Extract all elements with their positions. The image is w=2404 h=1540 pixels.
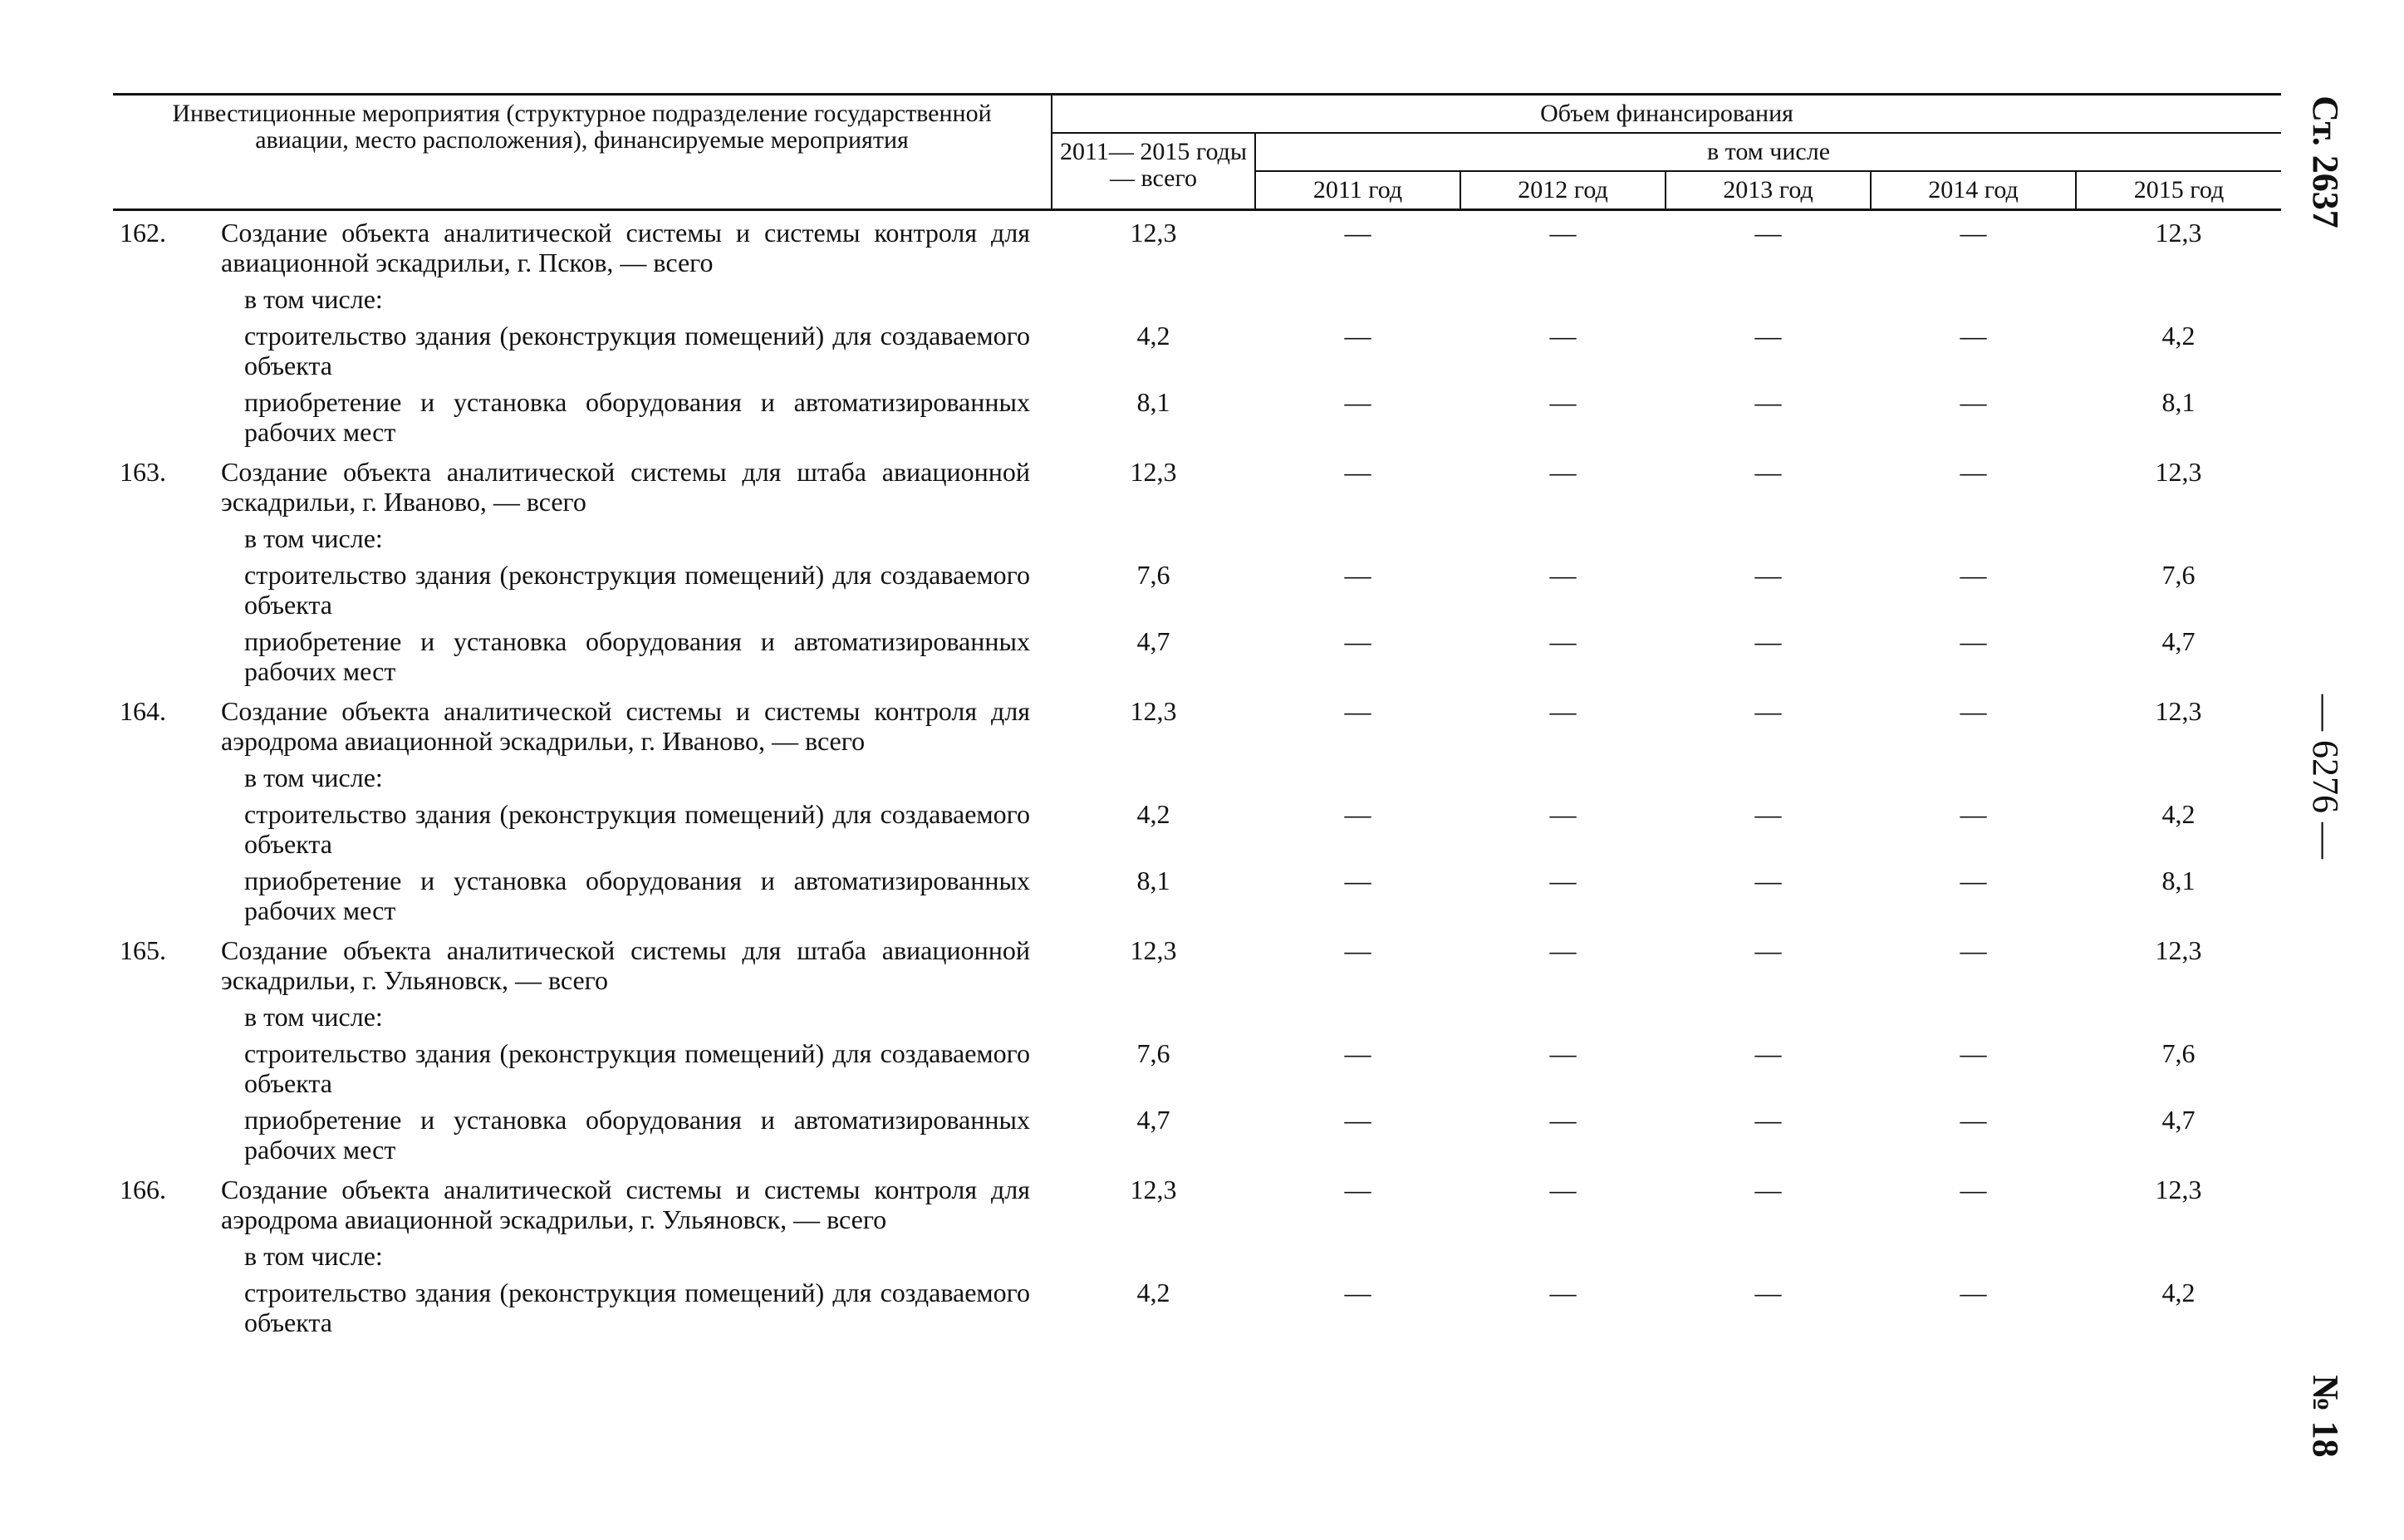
- value-total: [1052, 1238, 1255, 1274]
- table-row-item: [113, 210, 2281, 282]
- value-year: —: [1344, 1105, 1371, 1135]
- article-label: Ст. 2637: [2305, 96, 2347, 228]
- value-total: 12,3: [1130, 457, 1177, 487]
- value-year: 12,3: [2155, 218, 2202, 248]
- item-number: 162.: [120, 218, 166, 248]
- value-year: —: [1754, 935, 1782, 965]
- value-year: 8,1: [2161, 866, 2195, 895]
- subitem-text: приобретение и установка оборудования и автоматизированных рабочих мест: [244, 387, 1030, 447]
- including-label: в том числе:: [244, 523, 383, 553]
- table-row-item: [113, 1168, 2281, 1238]
- subitem-text: приобретение и установка оборудования и автоматизированных рабочих мест: [244, 866, 1030, 925]
- value-year: —: [1344, 1278, 1371, 1307]
- value-year: —: [1344, 935, 1371, 965]
- row-description: [113, 1101, 1052, 1168]
- value-year: [1255, 1238, 1460, 1274]
- value-year: [2076, 520, 2281, 557]
- row-description: [113, 1274, 1052, 1341]
- value-year: —: [1960, 696, 1987, 726]
- value-year: [1255, 759, 1460, 796]
- item-number: 166.: [120, 1175, 166, 1204]
- table-row-subitem: [113, 623, 2281, 689]
- value-year: —: [1960, 1278, 1987, 1307]
- row-description: [113, 557, 1052, 623]
- value-year: [1460, 998, 1666, 1035]
- row-description: [113, 689, 1052, 759]
- value-year: [1255, 281, 1460, 317]
- table-row-subitem: [113, 1035, 2281, 1101]
- value-total: 12,3: [1130, 1175, 1177, 1204]
- row-description: [113, 384, 1052, 450]
- value-year: —: [1754, 1038, 1782, 1068]
- value-year: —: [1549, 696, 1577, 726]
- value-total: [1052, 520, 1255, 557]
- row-description: [113, 1035, 1052, 1101]
- value-year: [1666, 998, 1871, 1035]
- value-year: —: [1960, 1105, 1987, 1135]
- value-year: —: [1344, 457, 1371, 487]
- value-year: [1460, 520, 1666, 557]
- value-year: 7,6: [2161, 1038, 2195, 1068]
- value-year: —: [1754, 387, 1782, 417]
- row-description: [113, 796, 1052, 862]
- issue-number: № 18: [2305, 1375, 2347, 1458]
- value-year: [1666, 281, 1871, 317]
- header-total: 2011— 2015 годы — всего: [1052, 133, 1255, 210]
- value-year: 12,3: [2155, 696, 2202, 726]
- header-year: 2011 год: [1255, 171, 1460, 210]
- value-total: [1052, 759, 1255, 796]
- value-year: —: [1960, 866, 1987, 895]
- value-year: 8,1: [2161, 387, 2195, 417]
- row-description: [113, 929, 1052, 998]
- value-year: —: [1960, 1175, 1987, 1204]
- value-year: [1666, 759, 1871, 796]
- value-year: —: [1754, 218, 1782, 248]
- including-label: в том числе:: [244, 284, 383, 314]
- subitem-text: строительство здания (реконструкция помещений) для создаваемого объекта: [244, 1038, 1030, 1098]
- row-description: [113, 281, 1052, 317]
- table-row-item: [113, 689, 2281, 759]
- row-description: [113, 317, 1052, 384]
- value-year: —: [1960, 560, 1987, 590]
- value-year: —: [1754, 457, 1782, 487]
- value-total: 4,2: [1136, 799, 1170, 829]
- table-row-subitem: [113, 317, 2281, 384]
- table-row-including: [113, 520, 2281, 557]
- item-title: Создание объекта аналитической системы для штаба авиационной эскадрильи, г. Ульяновск, — всего: [221, 935, 1030, 995]
- value-year: —: [1344, 387, 1371, 417]
- value-year: —: [1344, 696, 1371, 726]
- value-year: —: [1960, 935, 1987, 965]
- value-year: [2076, 998, 2281, 1035]
- value-year: —: [1549, 1105, 1577, 1135]
- table-row-subitem: [113, 384, 2281, 450]
- value-year: —: [1960, 1038, 1987, 1068]
- value-year: —: [1344, 626, 1371, 656]
- row-description: [113, 623, 1052, 689]
- value-year: —: [1754, 799, 1782, 829]
- row-description: [113, 759, 1052, 796]
- value-year: [1460, 759, 1666, 796]
- header-year: 2012 год: [1460, 171, 1666, 210]
- value-year: 7,6: [2161, 560, 2195, 590]
- value-year: —: [1344, 1038, 1371, 1068]
- header-year: 2015 год: [2076, 171, 2281, 210]
- financing-table: [113, 93, 2281, 1341]
- value-total: 7,6: [1136, 1038, 1170, 1068]
- subitem-text: приобретение и установка оборудования и автоматизированных рабочих мест: [244, 626, 1030, 686]
- value-total: 12,3: [1130, 218, 1177, 248]
- including-label: в том числе:: [244, 763, 383, 792]
- page-number: — 6276 —: [2305, 694, 2347, 859]
- including-label: в том числе:: [244, 1241, 383, 1271]
- header-including: в том числе: [1255, 133, 2281, 171]
- row-description: [113, 520, 1052, 557]
- value-year: [1460, 1238, 1666, 1274]
- value-total: [1052, 998, 1255, 1035]
- value-total: 4,7: [1136, 626, 1170, 656]
- table-row-including: [113, 1238, 2281, 1274]
- value-year: —: [1549, 560, 1577, 590]
- table-header: [113, 95, 2281, 210]
- value-year: 12,3: [2155, 457, 2202, 487]
- value-year: —: [1344, 321, 1371, 351]
- subitem-text: строительство здания (реконструкция помещений) для создаваемого объекта: [244, 799, 1030, 859]
- table-row-item: [113, 450, 2281, 520]
- value-total: 8,1: [1136, 387, 1170, 417]
- item-number: 163.: [120, 457, 166, 487]
- value-year: —: [1549, 935, 1577, 965]
- value-year: —: [1549, 457, 1577, 487]
- value-year: —: [1549, 1038, 1577, 1068]
- value-year: 12,3: [2155, 1175, 2202, 1204]
- value-year: —: [1344, 560, 1371, 590]
- value-year: [1460, 281, 1666, 317]
- value-year: —: [1344, 218, 1371, 248]
- table-row-item: [113, 929, 2281, 998]
- header-year: 2014 год: [1871, 171, 2076, 210]
- table-row-including: [113, 759, 2281, 796]
- value-year: —: [1344, 866, 1371, 895]
- value-year: —: [1549, 387, 1577, 417]
- table-row-subitem: [113, 557, 2281, 623]
- value-year: —: [1754, 1278, 1782, 1307]
- value-year: —: [1960, 457, 1987, 487]
- item-number: 164.: [120, 696, 166, 726]
- value-year: —: [1549, 626, 1577, 656]
- value-total: [1052, 281, 1255, 317]
- value-year: —: [1549, 1278, 1577, 1307]
- value-year: [1871, 520, 2076, 557]
- table-row-including: [113, 998, 2281, 1035]
- value-year: —: [1754, 321, 1782, 351]
- value-year: —: [1754, 866, 1782, 895]
- row-description: [113, 1168, 1052, 1238]
- value-year: —: [1754, 560, 1782, 590]
- value-year: [1871, 1238, 2076, 1274]
- value-year: [1255, 998, 1460, 1035]
- value-year: —: [1344, 799, 1371, 829]
- value-year: —: [1754, 626, 1782, 656]
- value-year: —: [1960, 387, 1987, 417]
- table-row-subitem: [113, 862, 2281, 929]
- value-total: 12,3: [1130, 935, 1177, 965]
- subitem-text: строительство здания (реконструкция помещений) для создаваемого объекта: [244, 321, 1030, 380]
- table-row-subitem: [113, 1101, 2281, 1168]
- value-year: [1871, 281, 2076, 317]
- value-year: —: [1549, 799, 1577, 829]
- item-title: Создание объекта аналитической системы и системы контроля для аэродрома авиационной эскадрильи, г. Иваново, — всего: [221, 696, 1030, 756]
- table-row-subitem: [113, 796, 2281, 862]
- value-year: —: [1754, 1105, 1782, 1135]
- subitem-text: приобретение и установка оборудования и автоматизированных рабочих мест: [244, 1105, 1030, 1165]
- value-year: [1666, 1238, 1871, 1274]
- value-year: [1666, 520, 1871, 557]
- value-total: 4,7: [1136, 1105, 1170, 1135]
- subitem-text: строительство здания (реконструкция помещений) для создаваемого объекта: [244, 560, 1030, 620]
- value-year: [1871, 998, 2076, 1035]
- item-title: Создание объекта аналитической системы и системы контроля для аэродрома авиационной эскадрильи, г. Ульяновск, — всего: [221, 1175, 1030, 1234]
- value-year: [2076, 281, 2281, 317]
- value-year: —: [1549, 866, 1577, 895]
- value-year: —: [1960, 321, 1987, 351]
- value-year: 4,7: [2161, 1105, 2195, 1135]
- header-financing: Объем финансирования: [1052, 95, 2281, 134]
- header-year: 2013 год: [1666, 171, 1871, 210]
- value-year: 12,3: [2155, 935, 2202, 965]
- table-row-including: [113, 281, 2281, 317]
- table-row-subitem: [113, 1274, 2281, 1341]
- subitem-text: строительство здания (реконструкция помещений) для создаваемого объекта: [244, 1278, 1030, 1337]
- header-description: Инвестиционные мероприятия (структурное подразделение государственной авиации, место расположения), финансируемые мероприятия: [113, 95, 1052, 210]
- value-year: 4,2: [2161, 799, 2195, 829]
- row-description: [113, 450, 1052, 520]
- value-year: [2076, 759, 2281, 796]
- value-total: 4,2: [1136, 1278, 1170, 1307]
- value-total: 7,6: [1136, 560, 1170, 590]
- value-year: —: [1549, 1175, 1577, 1204]
- value-year: [1255, 520, 1460, 557]
- row-description: [113, 998, 1052, 1035]
- value-year: [2076, 1238, 2281, 1274]
- value-year: —: [1549, 321, 1577, 351]
- value-year: —: [1960, 218, 1987, 248]
- value-year: 4,2: [2161, 1278, 2195, 1307]
- value-year: —: [1754, 696, 1782, 726]
- table-body: [113, 210, 2281, 1341]
- value-year: —: [1754, 1175, 1782, 1204]
- row-description: [113, 862, 1052, 929]
- value-year: 4,2: [2161, 321, 2195, 351]
- item-number: 165.: [120, 935, 166, 965]
- value-total: 8,1: [1136, 866, 1170, 895]
- value-year: —: [1960, 626, 1987, 656]
- row-description: [113, 1238, 1052, 1274]
- item-title: Создание объекта аналитической системы для штаба авиационной эскадрильи, г. Иваново, — всего: [221, 457, 1030, 517]
- row-description: [113, 210, 1052, 282]
- value-year: [1871, 759, 2076, 796]
- item-title: Создание объекта аналитической системы и системы контроля для авиационной эскадрильи, г. Псков, — всего: [221, 218, 1030, 277]
- value-year: 4,7: [2161, 626, 2195, 656]
- including-label: в том числе:: [244, 1002, 383, 1032]
- value-year: —: [1549, 218, 1577, 248]
- value-total: 12,3: [1130, 696, 1177, 726]
- value-total: 4,2: [1136, 321, 1170, 351]
- value-year: —: [1960, 799, 1987, 829]
- value-year: —: [1344, 1175, 1371, 1204]
